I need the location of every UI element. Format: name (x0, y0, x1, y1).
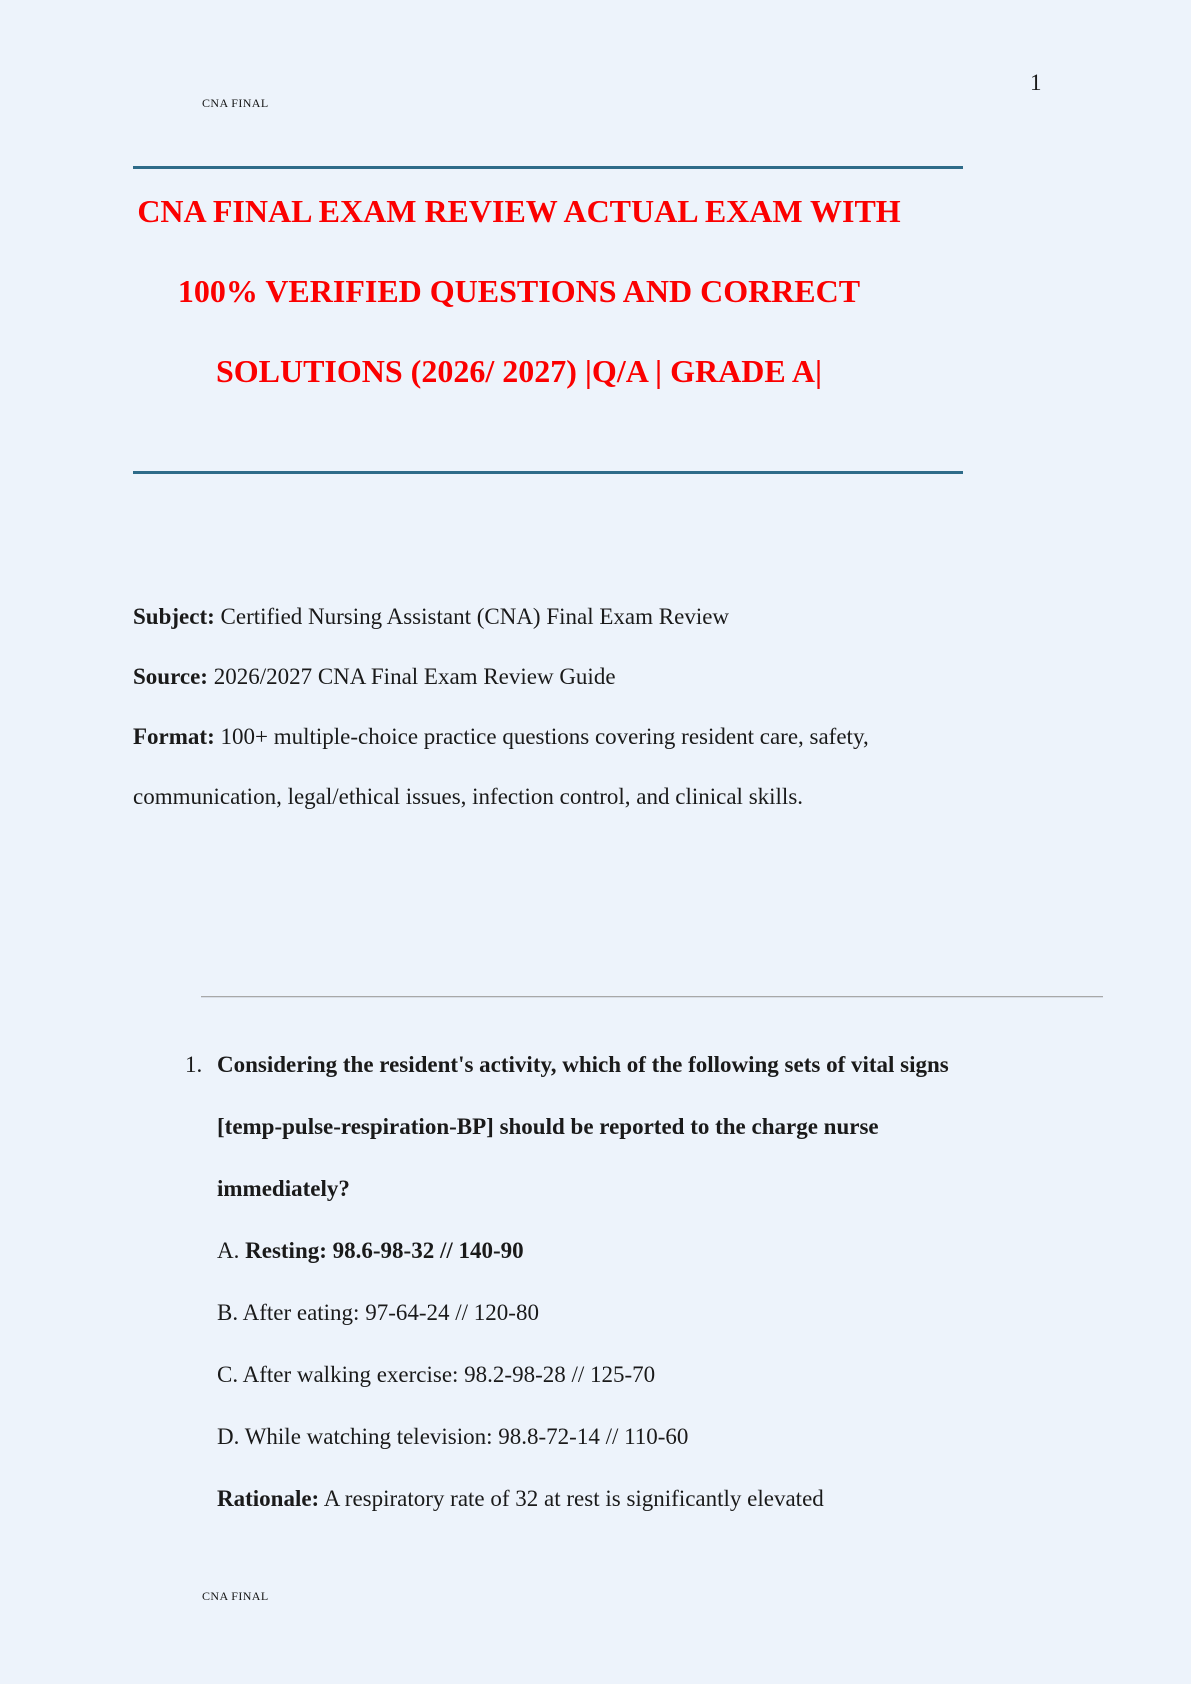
rationale-text: A respiratory rate of 32 at rest is significantly elevated (319, 1486, 824, 1511)
meta-text: Certified Nursing Assistant (CNA) Final Exam Review (214, 604, 730, 629)
answer-options (217, 1220, 1000, 1468)
option-letter: C. (217, 1362, 243, 1387)
option-letter: A. (217, 1238, 246, 1263)
meta-text: 100+ multiple-choice practice questions covering resident care, safety, communication, legal/ethical issues, infection control, and clinical skills. (133, 724, 869, 809)
question-list (185, 1034, 1000, 1530)
answer-option-d (217, 1406, 1000, 1468)
document-title (133, 171, 905, 411)
footer-running-title: CNA FINAL (202, 1589, 269, 1603)
page-number: 1 (1030, 70, 1042, 95)
meta-text: 2026/2027 CNA Final Exam Review Guide (207, 664, 616, 689)
title-block (133, 166, 963, 474)
option-text: After eating: 97-64-24 // 120-80 (242, 1300, 539, 1325)
option-letter: D. (217, 1424, 245, 1449)
question-text: Considering the resident's activity, which of the following sets of vital signs [temp-pulse-respiration-BP] should be reported to the charge nurse immediately? (217, 1052, 949, 1201)
document-meta (133, 587, 988, 827)
option-text: After walking exercise: 98.2-98-28 // 125-70 (242, 1362, 656, 1387)
answer-option-a (217, 1220, 1000, 1282)
meta-label: Subject: (133, 604, 215, 629)
option-text: Resting: 98.6-98-32 // 140-90 (245, 1238, 524, 1263)
option-text: While watching television: 98.8-72-14 // 110-60 (244, 1424, 689, 1449)
option-letter: B. (217, 1300, 243, 1325)
question-rationale (217, 1468, 1000, 1530)
meta-paragraph (133, 587, 988, 647)
meta-paragraph (133, 707, 988, 827)
title-line: 100% VERIFIED QUESTIONS AND CORRECT (177, 273, 861, 309)
question-item-1 (185, 1034, 1000, 1530)
answer-option-c (217, 1344, 1000, 1406)
meta-label: Format: (133, 724, 215, 749)
rationale-label: Rationale: (217, 1486, 320, 1511)
question-number: 1. (185, 1052, 203, 1077)
header-running-title: CNA FINAL (202, 96, 269, 110)
title-line: CNA FINAL EXAM REVIEW ACTUAL EXAM WITH (137, 193, 901, 229)
title-line: SOLUTIONS (2026/ 2027) |Q/A | GRADE A| (215, 353, 823, 389)
meta-paragraph (133, 647, 988, 707)
meta-label: Source: (133, 664, 208, 689)
answer-option-b (217, 1282, 1000, 1344)
section-divider (201, 996, 1103, 998)
